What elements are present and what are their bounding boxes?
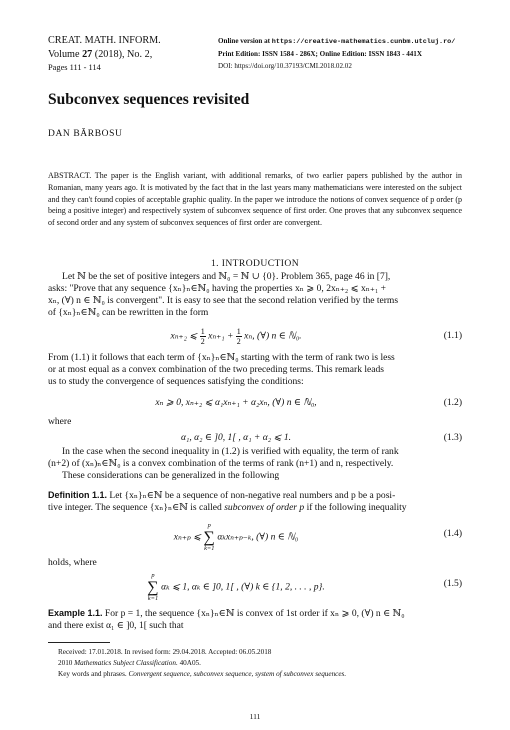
publication-info (218, 35, 498, 73)
equation-number: (1.4) (443, 528, 462, 539)
example-label: Example 1.1. (48, 608, 103, 618)
text-line: xₙ, (∀) n ∈ ℕ₀ is convergent". It is easy to see that the second relation verified by the terms (48, 295, 399, 306)
volume-line: Volume 27 (2018), No. 2, (48, 48, 153, 60)
summation-sign: p ∑ k=1 (203, 522, 215, 552)
paper-title: Subconvex sequences revisited (48, 91, 250, 108)
equation-number: (1.5) (443, 578, 462, 589)
text-line: asks: "Prove that any sequence {xₙ}ₙ∈ℕ₀ having the properties xₙ ⩾ 0, 2xₙ₊₂ ⩽ xₙ₊₁ + (48, 283, 387, 294)
doi-line[interactable]: DOI: https://doi.org/10.37193/CMI.2018.02.02 (218, 62, 352, 71)
journal-name: CREAT. MATH. INFORM. (48, 35, 161, 46)
fraction: $\frac{1}{2}$ (236, 327, 241, 346)
equation-number: (1.1) (443, 330, 462, 341)
footnote (58, 647, 478, 680)
paragraph-intro (48, 271, 462, 319)
keywords: Key words and phrases. Convergent sequence, subconvex sequence, system of subconvex sequences. (58, 670, 347, 678)
equation-1-5: p ∑ k=1 αₖ ⩽ 1, αₖ ∈ ]0, 1[ , (∀) k ∈ {1, 2, . . . , p}. (1.5) (147, 572, 462, 602)
section-heading-introduction: 1. INTRODUCTION (210, 258, 300, 269)
defined-term: subconvex of order p (224, 502, 305, 513)
author-name: DAN BĂRBOSU (48, 129, 123, 139)
summation-sign: p ∑ k=1 (147, 572, 159, 602)
paragraph-convex (48, 352, 462, 388)
text-line: or at most equal as a convex combination of the two preceding terms. This remark leads (48, 364, 384, 375)
text-line: From (1.1) it follows that each term of {xₙ}ₙ∈ℕ₀ starting with the term of rank two is less (48, 352, 395, 363)
fraction: $\frac{1}{2}$ (200, 327, 205, 346)
abstract (48, 170, 462, 229)
abstract-label: ABSTRACT. (48, 171, 92, 180)
where-label: where (48, 416, 72, 427)
equation-1-2: xₙ ⩾ 0, xₙ₊₂ ⩽ α₁xₙ₊₁ + α₂xₙ, (∀) n ∈ ℕ₀, (1.2) (155, 397, 462, 408)
definition-1-1: Definition 1.1. Let {xₙ}ₙ∈ℕ be a sequence of non-negative real numbers and p be a posi- tive integer. The sequence {xₙ}ₙ∈ℕ is called subconvex of order p if the following inequality (48, 490, 407, 513)
text-line: These considerations can be generalized in the following (62, 470, 280, 481)
text-line: (n+2) of (xₙ)ₙ∈ℕ₀ is a convex combination of the terms of rank (n+1) and n, respectively. (48, 458, 394, 469)
paragraph-generalize (48, 446, 462, 482)
holds-where-label: holds, where (48, 557, 97, 568)
equation-1-3: α₁, α₂ ∈ ]0, 1[ , α₁ + α₂ ⩽ 1. (1.3) (181, 432, 462, 443)
online-line: Online version at https://creative-mathematics.cunbm.utcluj.ro/ (218, 37, 456, 46)
example-1-1: Example 1.1. For p = 1, the sequence {xₙ}ₙ∈ℕ is convex of 1st order if xₙ ⩾ 0, (∀) n ∈ ℕ₀ and there exist α₁ ∈ ]0, 1[ such that (48, 608, 405, 631)
text-line: In the case when the second inequality in (1.2) is verified with equality, the term of rank (62, 446, 399, 457)
received-dates: Received: 17.01.2018. In revised form: 29.04.2018. Accepted: 06.05.2018 (58, 648, 272, 656)
online-url[interactable]: https://creative-mathematics.cunbm.utcluj.ro/ (271, 38, 456, 46)
abstract-text: The paper is the English variant, with additional remarks, of two earlier papers published by the author in Romanian, many years ago. It is motivated by the fact that in the last years many mathematicians were interested on the subject and they can't found copies of acceptable graphic quality. In the paper we introduce the notions of convex sequence of p order (p being a positive integer) and respectively system of subconvex sequence of first order. One proves that any subconvex sequence of second order and any system of subconvex sequences of first order are convergent. (48, 171, 462, 228)
pages-range: Pages 111 - 114 (48, 63, 101, 72)
msc-classification: 2010 Mathematics Subject Classification. 40A05. (58, 659, 201, 667)
equation-1-1: xₙ₊₂ ⩽ $\frac{1}{2}$ xₙ₊₁ + $\frac{1}{2}$ xₙ, (∀) n ∈ ℕ₀. (1.1) (170, 327, 462, 346)
text-line: Let ℕ be the set of positive integers and ℕ₀ = ℕ ∪ {0}. Problem 365, page 46 in [7], (62, 271, 391, 282)
definition-label: Definition 1.1. (48, 490, 108, 500)
text-line: of {xₙ}ₙ∈ℕ₀ can be rewritten in the form (48, 307, 209, 318)
page-number: 111 (249, 712, 261, 721)
issn-line: Print Edition: ISSN 1584 - 286X; Online Edition: ISSN 1843 - 441X (218, 50, 422, 59)
text-line: us to study the convergence of sequences satisfying the conditions: (48, 376, 304, 387)
equation-number: (1.3) (443, 432, 462, 443)
equation-1-4: xₙ₊ₚ ⩽ p ∑ k=1 αₖxₙ₊ₚ₋ₖ, (∀) n ∈ ℕ₀ (1.4) (173, 522, 462, 552)
journal-header (48, 34, 223, 75)
equation-number: (1.2) (443, 397, 462, 408)
footnote-rule (48, 642, 110, 643)
